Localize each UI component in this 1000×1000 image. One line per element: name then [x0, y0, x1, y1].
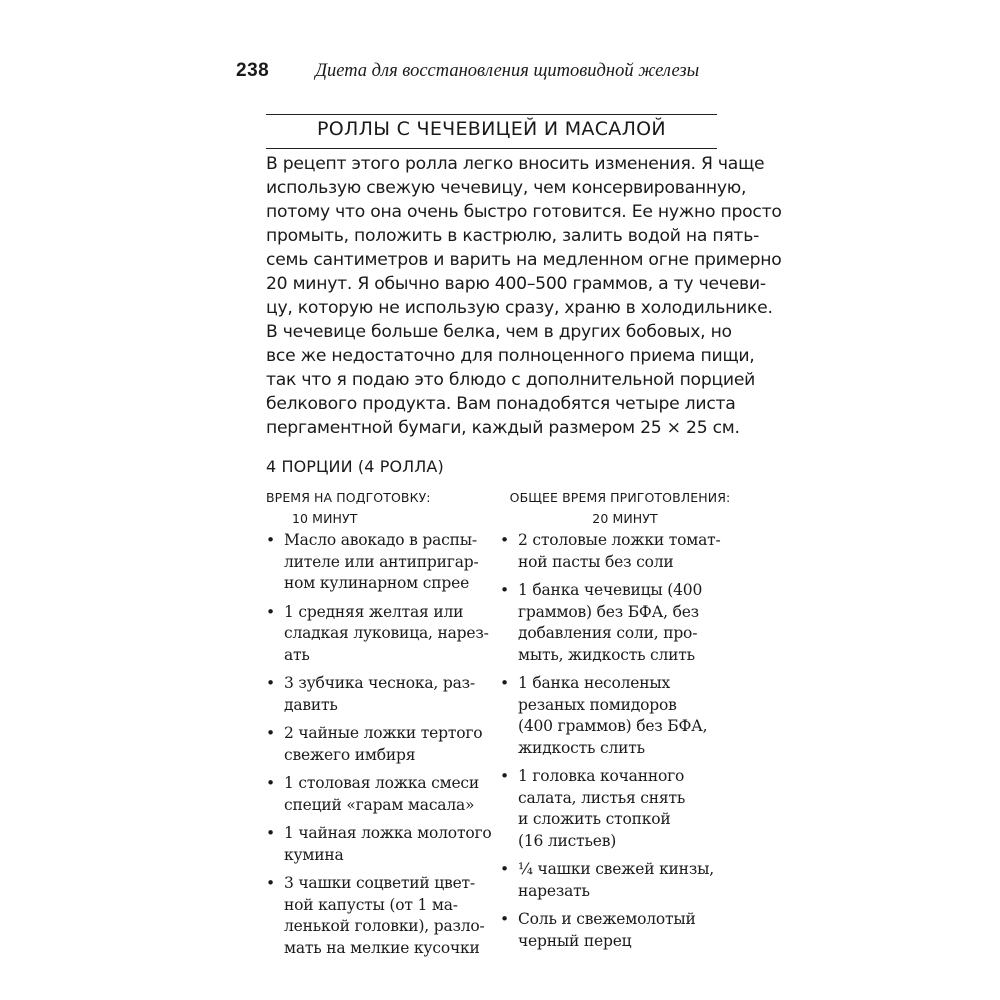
ingredient-item — [266, 530, 494, 595]
ingredient-item — [266, 823, 494, 866]
ingredient-line: 1 головка кочанного — [518, 767, 685, 785]
bullet-icon: • — [500, 531, 509, 549]
total-time — [490, 487, 750, 529]
recipe-intro — [266, 152, 782, 440]
ingredient-item — [500, 766, 730, 852]
ingredient-item — [266, 602, 494, 667]
prep-time-label: ВРЕМЯ НА ПОДГОТОВКУ: — [266, 490, 431, 505]
page-header — [236, 60, 716, 90]
ingredient-line: ¼ чашки свежей кинзы, — [518, 860, 714, 878]
bullet-icon: • — [500, 860, 509, 878]
running-title: Диета для восстановления щитовидной железы — [315, 61, 700, 81]
ingredient-line: Соль и свежемолотый — [518, 910, 696, 928]
ingredient-line: специй «гарам масала» — [284, 795, 475, 814]
intro-line: В чечевице больше белка, чем в других бобовых, но — [266, 322, 732, 342]
ingredient-line: 1 столовая ложка смеси — [284, 774, 480, 792]
bullet-icon: • — [266, 724, 275, 742]
ingredient-line: мать на мелкие кусочки — [284, 938, 480, 957]
ingredient-item — [266, 723, 494, 766]
ingredient-line: ленькой головки), разло- — [284, 917, 485, 935]
prep-time — [266, 487, 466, 529]
intro-line: так что я подаю это блюдо с дополнительной порцией — [266, 370, 756, 390]
bullet-icon: • — [266, 874, 275, 892]
intro-line: потому что она очень быстро готовится. Ее нужно просто — [266, 202, 782, 222]
ingredient-line: граммов) без БФА, без — [518, 602, 699, 621]
ingredient-line: давить — [284, 695, 338, 714]
ingredients-list-left — [266, 530, 494, 966]
ingredient-item — [500, 580, 730, 666]
bullet-icon: • — [500, 910, 509, 928]
bullet-icon: • — [500, 674, 509, 692]
ingredients-list-right — [500, 530, 730, 959]
ingredient-line: нарезать — [518, 881, 590, 900]
intro-line: пергаментной бумаги, каждый размером 25 × 25 см. — [266, 418, 740, 438]
ingredient-line: 1 чайная ложка молотого — [284, 824, 492, 842]
intro-line: цу, которую не использую сразу, храню в холодильнике. — [266, 298, 773, 318]
ingredient-line: 1 банка несоленых — [518, 674, 671, 692]
ingredient-item — [500, 909, 730, 952]
intro-line: все же недостаточно для полноценного приема пищи, — [266, 346, 755, 366]
ingredient-line: 1 средняя желтая или — [284, 602, 464, 621]
ingredient-item — [500, 530, 730, 573]
intro-line: 20 минут. Я обычно варю 400–500 граммов, а ту чечеви- — [266, 274, 766, 294]
ingredient-item — [266, 773, 494, 816]
ingredient-item — [266, 873, 494, 959]
ingredient-line: 3 чашки соцветий цвет- — [284, 874, 475, 892]
ingredient-line: ать — [284, 645, 310, 664]
intro-line: промыть, положить в кастрюлю, залить водой на пять- — [266, 226, 760, 246]
bullet-icon: • — [266, 824, 275, 842]
ingredient-line: 2 чайные ложки тертого — [284, 724, 483, 742]
ingredient-item — [500, 859, 730, 902]
title-rule-top — [266, 114, 717, 115]
ingredient-line: кумина — [284, 845, 344, 864]
ingredient-line: Масло авокадо в распы- — [284, 531, 477, 549]
ingredient-line: ной пасты без соли — [518, 552, 674, 571]
ingredient-item — [266, 673, 494, 716]
ingredient-line: салата, листья снять — [518, 788, 686, 807]
intro-line: В рецепт этого ролла легко вносить изменения. Я чаще — [266, 154, 765, 174]
ingredient-line: свежего имбиря — [284, 745, 416, 764]
prep-time-value: 10 МИНУТ — [292, 511, 358, 526]
ingredient-line: и сложить стопкой — [518, 810, 671, 828]
ingredient-line: резаных помидоров — [518, 695, 677, 714]
ingredient-line: (16 листьев) — [518, 831, 617, 850]
ingredient-line: лителе или антипригар- — [284, 552, 479, 571]
ingredient-line: (400 граммов) без БФА, — [518, 717, 708, 735]
recipe-title: РОЛЛЫ С ЧЕЧЕВИЦЕЙ И МАСАЛОЙ — [317, 118, 666, 140]
ingredient-line: ном кулинарном спрее — [284, 574, 470, 592]
bullet-icon: • — [500, 767, 509, 785]
ingredient-line: сладкая луковица, нарез- — [284, 624, 489, 642]
ingredient-item — [500, 673, 730, 759]
ingredient-line: 1 банка чечевицы (400 — [518, 581, 703, 599]
bullet-icon: • — [266, 774, 275, 792]
ingredient-line: жидкость слить — [518, 738, 645, 757]
page-number: 238 — [236, 60, 270, 81]
bullet-icon: • — [266, 531, 275, 549]
bullet-icon: • — [266, 674, 275, 692]
ingredient-line: черный перец — [518, 931, 632, 950]
intro-line: использую свежую чечевицу, чем консервированную, — [266, 178, 747, 198]
intro-line: белкового продукта. Вам понадобятся четыре листа — [266, 394, 736, 414]
total-time-value: 20 МИНУТ — [592, 511, 658, 526]
servings: 4 ПОРЦИИ (4 РОЛЛА) — [266, 457, 444, 476]
bullet-icon: • — [266, 602, 275, 621]
ingredient-line: добавления соли, про- — [518, 624, 698, 642]
bullet-icon: • — [500, 581, 509, 599]
ingredient-line: 2 столовые ложки томат- — [518, 531, 721, 549]
total-time-label: ОБЩЕЕ ВРЕМЯ ПРИГОТОВЛЕНИЯ: — [509, 490, 731, 505]
ingredient-line: мыть, жидкость слить — [518, 645, 695, 664]
intro-line: семь сантиметров и варить на медленном огне примерно — [266, 250, 782, 270]
title-rule-bottom — [266, 148, 717, 149]
ingredient-line: ной капусты (от 1 ма- — [284, 895, 458, 914]
ingredient-line: 3 зубчика чеснока, раз- — [284, 674, 475, 692]
